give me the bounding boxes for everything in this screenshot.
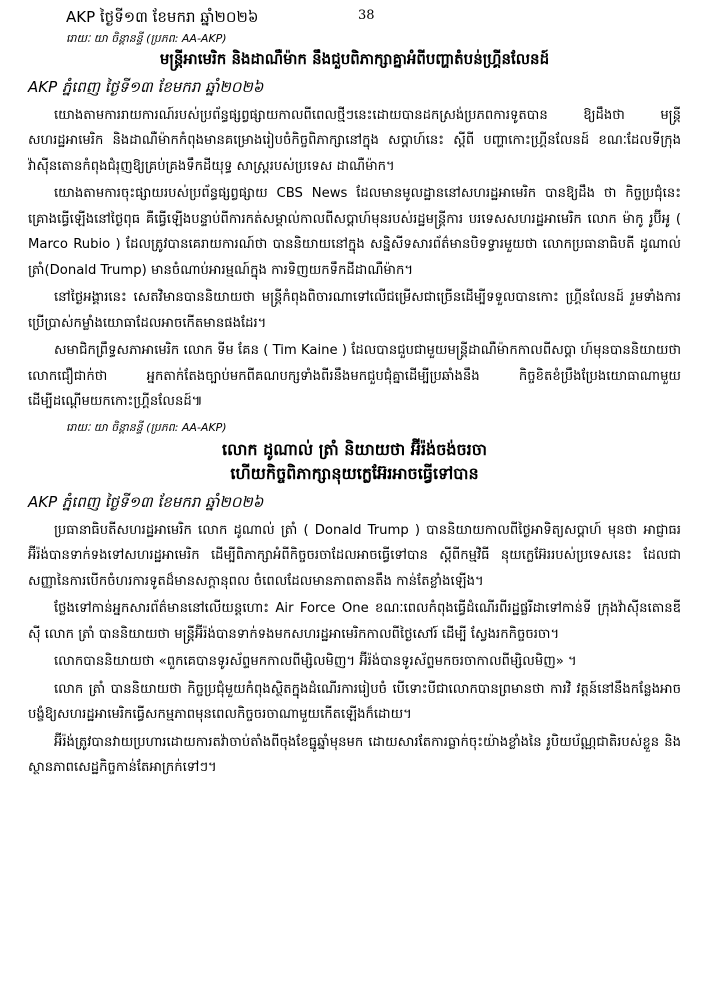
article-paragraph: លោក ត្រាំ បាននិយាយថា កិច្ចប្រជុំមួយកំពុងស្ថិតក្នុងដំណើរការរៀបចំ បើទោះបីជាលោកបានព្រមានថា ការវិ វត្តន៍នៅនឹងកន្លែងអាចបង្ខំឱ្យសហរដ្ឋអាមេរិកធ្វើសកម្មភាពមុនពេលកិច្ចចរចាណាមួយកើតឡើងក៏ដោយ។ [28, 681, 681, 723]
article-iran [28, 420, 681, 781]
article-paragraph: អ៊ីរ៉ង់ត្រូវបានវាយប្រហារដោយការតវ៉ាចាប់តាំងពីចុងខែធ្នូឆ្នាំមុនមក ដោយសារតែការធ្លាក់ចុះយ៉ាងខ្លាំងនៃ រូបិយប័ណ្ណជាតិរបស់ខ្លួន និងស្ថានភាពសេដ្ឋកិច្ចកាន់តែអាក្រក់ទៅៗ។ [28, 734, 681, 776]
header-date: AKP ថ្ងៃទី១៣ ខែមករា ឆ្នាំ២០២៦ [66, 8, 259, 26]
article-greenland [28, 31, 681, 415]
article-paragraph: យោងតាមការរាយការណ៍របស់ប្រព័ន្ធផ្សព្វផ្សាយកាលពីពេលថ្មីៗនេះដោយបានដកស្រង់ប្រភពការទូតបាន ឱ្យដឹងថា មន្ត្រីសហរដ្ឋអាមេរិក និងដាណឺម៉ាកកំពុងមានគម្រោងរៀបចំកិច្ចពិភាក្សានៅក្នុង សប្តាហ៍នេះ ស្តីពី បញ្ហាកោះហ្គ្រីនលែនដ៍ ខណៈដែលទីក្រុងវ៉ាស៊ីនតោនកំពុងជំរុញឱ្យគ្រប់គ្រងទឹកដីយុទ្ធ សាស្ត្ររបស់ប្រទេស ដាណឺម៉ាក។ [28, 107, 681, 174]
article-dateline: AKP ភ្នំពេញ ថ្ងៃទី១៣ ខែមករា ឆ្នាំ២០២៦ [28, 492, 264, 511]
article-paragraph: សមាជិកព្រឹទ្ធសភាអាមេរិក លោក ទីម គែន ( Tim Kaine ) ដែលបានជួបជាមួយមន្ត្រីដាណឺម៉ាកកាលពីសប្តា ហ៍មុនបាននិយាយថា លោកជឿជាក់ថា អ្នកតាក់តែងច្បាប់មកពីគណបក្សទាំងពីរនឹងមកជួបជុំគ្នាដើម្បីប្រឆាំងនឹង កិច្ចខិតខំប្រឹងប្រែងយោធាណាមួយដើម្បីដណ្តើមយកកោះហ្គ្រីនលែនដ៍៕ [28, 343, 681, 410]
article-paragraph: ប្រធានាធិបតីសហរដ្ឋអាមេរិក លោក ដូណាល់ ត្រាំ ( Donald Trump ) បាននិយាយកាលពីថ្ងៃអាទិត្យសប្តាហ៍ មុនថា អាជ្ញាធរអ៊ីរ៉ង់បានទាក់ទងទៅសហរដ្ឋអាមេរិក ដើម្បីពិភាក្សាអំពីកិច្ចចរចាដែលអាចធ្វើទៅបាន ស្តីពីកម្មវិធី នុយក្លេអ៊ែររបស់ប្រទេសនេះ ដែលជាសញ្ញានៃការបើកចំហរការទូតដ៏មានសក្តានុពល ចំពេលដែលមានភាពតានតឹង កាន់តែខ្លាំងឡើង។ [28, 522, 681, 589]
article-headline-line2: ហើយកិច្ចពិភាក្សានុយក្លេអ៊ែរអាចធ្វើទៅបាន [230, 463, 479, 483]
article-paragraph: នៅថ្ងៃអង្គារនេះ សេតវិមានបាននិយាយថា មន្ត្រីកំពុងពិចារណាទៅលើជម្រើសជាច្រើនដើម្បីទទួលបានកោះ ហ្គ្រីនលែនដ៍ រួមទាំងការប្រើប្រាស់កម្លាំងយោធាដែលអាចកើតមានផងដែរ។ [28, 290, 681, 331]
page-header [28, 6, 681, 30]
article-headline-line1: លោក ដូណាល់ ត្រាំ និយាយថា អ៊ីរ៉ង់ចង់ចរចា [222, 439, 487, 459]
article-byline: រោយៈ យា ចិន្តានន្ទី (ប្រភព: AA-AKP) [66, 420, 227, 434]
article-separator [28, 417, 681, 419]
article-byline: រោយៈ យា ចិន្តានន្ទី (ប្រភព: AA-AKP) [66, 32, 227, 45]
article-paragraph: ថ្លែងទៅកាន់អ្នកសារព័ត៌មាននៅលើយន្តហោះ Air Force One ខណៈពេលកំពុងធ្វើដំណើរពីរដ្ឋផ្លរីដាទៅកាន់ទី ក្រុងវ៉ាស៊ីនតោនឌីស៊ី លោក ត្រាំ បាននិយាយថា មន្ត្រីអ៊ីរ៉ង់បានទាក់ទងមកសហរដ្ឋអាមេរិកកាលពីថ្ងៃសៅរ៍ ដើម្បី ស្វែងរកកិច្ចចរចា។ [28, 601, 681, 642]
page-number: 38 [358, 8, 375, 23]
article-dateline: AKP ភ្នំពេញ ថ្ងៃទី១៣ ខែមករា ឆ្នាំ២០២៦ [28, 77, 264, 96]
article-paragraph: លោកបាននិយាយថា «ពួកគេបានទូរស័ព្ទមកកាលពីម្សិលមិញ។ អ៊ីរ៉ង់បានទូរស័ព្ទមកចរចាកាលពីម្សិលមិញ» ។ [54, 654, 577, 670]
article-paragraph: យោងតាមការចុះផ្សាយរបស់ប្រព័ន្ធផ្សព្វផ្សាយ CBS News ដែលមានមូលដ្ឋាននៅសហរដ្ឋអាមេរិក បានឱ្យដឹង ថា កិច្ចប្រជុំនេះគ្រោងធ្វើឡើងនៅថ្ងៃពុធ គឺធ្វើឡើងបន្ទាប់ពីការកត់សម្គាល់កាលពីសប្តាហ៍មុនរបស់រដ្ឋមន្ត្រីការ បរទេសសហរដ្ឋអាមេរិក លោក ម៉ាកូ រូប៊ីអូ ( Marco Rubio ) ដែលត្រូវបានគេរាយការណ៍ថា បាននិយាយនៅក្នុង សន្និសីទសារព័ត៌មានបិទទ្វារមួយថា លោកប្រធានាធិបតី ដូណាល់ ត្រាំ(Donald Trump) មានចំណាប់អារម្មណ៍ក្នុង ការទិញយកទឹកដីដាណឺម៉ាក។ [28, 186, 681, 278]
article-headline [28, 438, 681, 486]
article-headline: មន្ត្រីអាមេរិក និងដាណឺម៉ាក នឹងជួបពិភាក្សាគ្នាអំពីបញ្ហាតំបន់ហ្គ្រីនលែនដ៍ [159, 50, 550, 68]
